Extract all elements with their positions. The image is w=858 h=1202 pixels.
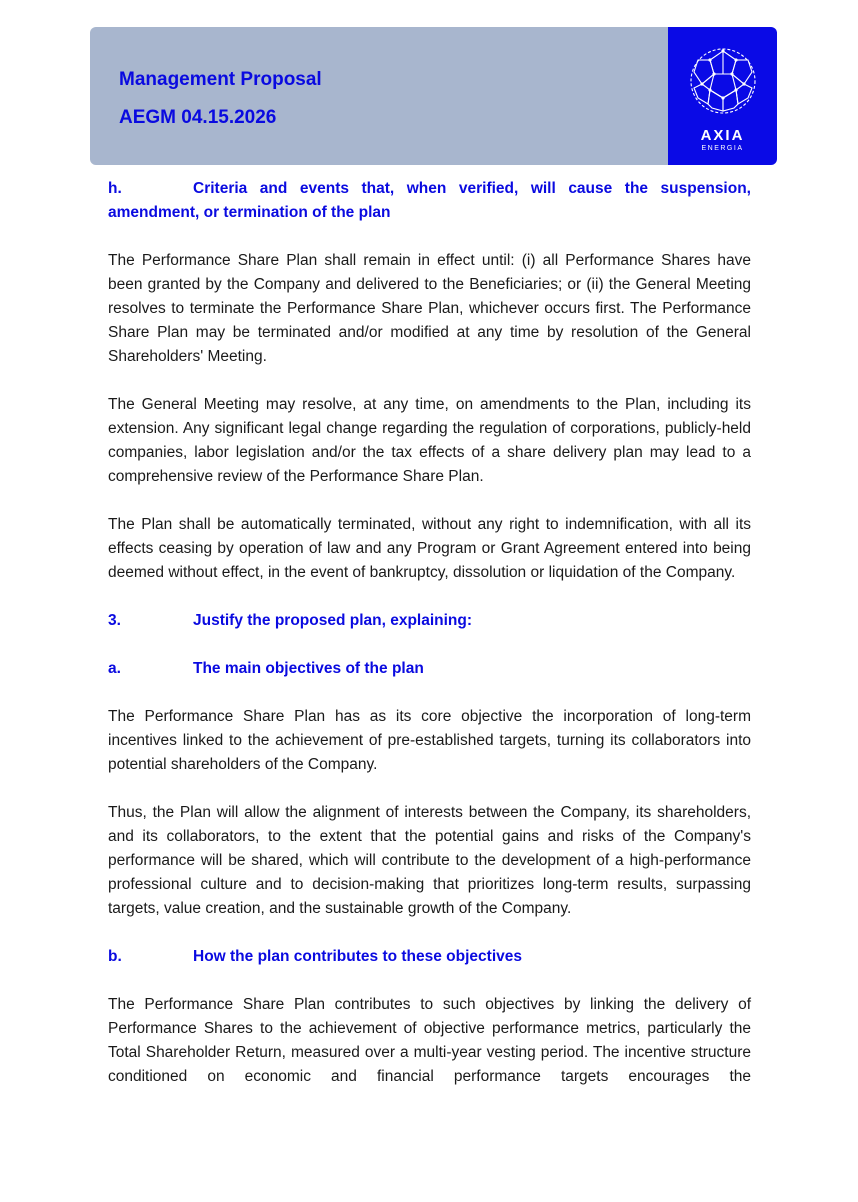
logo-subtitle: ENERGIA bbox=[701, 145, 744, 152]
meeting-date: AEGM 04.15.2026 bbox=[119, 107, 277, 128]
document-title: Management Proposal bbox=[119, 69, 322, 90]
section-heading-a bbox=[108, 657, 751, 681]
paragraph: Thus, the Plan will allow the alignment of interests between the Company, its shareholders, and its collaborators, to the extent that the potential gains and risks of the Company's performance will be shared, which will contribute to the development of a high-performance professional culture and to decision-making that prioritizes long-term results, surpassing targets, value creation, and the sustainable growth of the Company. bbox=[108, 804, 751, 917]
section-title: Justify the proposed plan, explaining: bbox=[193, 612, 473, 629]
section-number: 3. bbox=[108, 612, 121, 629]
section-heading-h bbox=[108, 177, 751, 225]
section-heading-b bbox=[108, 945, 751, 969]
section-number: b. bbox=[108, 948, 122, 965]
section-title: The main objectives of the plan bbox=[193, 660, 424, 677]
paragraph: The Plan shall be automatically terminated, without any right to indemnification, with all its effects ceasing by operation of law and any Program or Grant Agreement entered into being deemed without effect, in the event of bankruptcy, dissolution or liquidation of the Company. bbox=[108, 516, 751, 581]
logo-wordmark: AXIA bbox=[700, 127, 745, 144]
section-heading-3 bbox=[108, 609, 751, 633]
paragraph: The Performance Share Plan has as its core objective the incorporation of long-term incentives linked to the achievement of pre-established targets, turning its collaborators into potential shareholders of the Company. bbox=[108, 708, 751, 773]
paragraph: The Performance Share Plan shall remain in effect until: (i) all Performance Shares have been granted by the Company and delivered to the Beneficiaries; or (ii) the General Meeting resolves to terminate the Performance Share Plan, whichever occurs first. The Performance Share Plan may be terminated and/or modified at any time by resolution of the General Shareholders' Meeting. bbox=[108, 252, 751, 365]
document-body bbox=[108, 177, 751, 1113]
paragraph: The General Meeting may resolve, at any time, on amendments to the Plan, including its extension. Any significant legal change regarding the regulation of corporations, publicly-held companies, labor legislation and/or the tax effects of a share delivery plan may lead to a comprehensive review of the Performance Share Plan. bbox=[108, 396, 751, 485]
section-title: How the plan contributes to these objectives bbox=[193, 948, 522, 965]
section-number: a. bbox=[108, 660, 121, 677]
company-logo bbox=[668, 27, 777, 165]
section-title: Criteria and events that, when verified, will cause the suspension, amendment, or termination of the plan bbox=[108, 180, 751, 221]
paragraph: The Performance Share Plan contributes to such objectives by linking the delivery of Performance Shares to the achievement of objective performance metrics, particularly the Total Shareholder Return, measured over a multi-year vesting period. The incentive structure conditioned on economic and financial performance targets encourages the bbox=[108, 996, 751, 1085]
section-number: h. bbox=[108, 180, 122, 197]
globe-icon bbox=[688, 46, 758, 116]
header-band bbox=[90, 27, 668, 165]
